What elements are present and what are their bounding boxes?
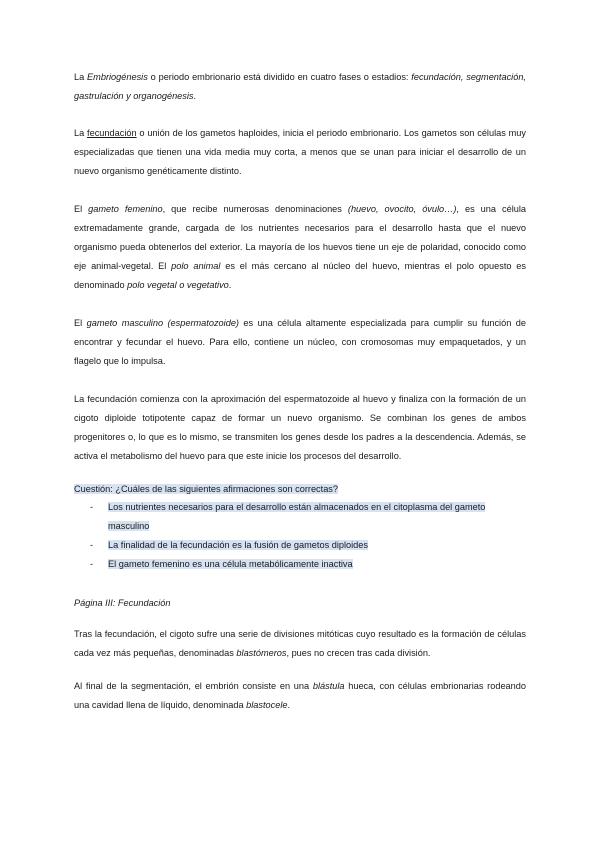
paragraph-fecundacion	[74, 124, 526, 181]
text-span: Al final de la segmentación, el embrión consiste en una	[74, 681, 313, 691]
text-span: .	[287, 700, 291, 710]
term-denominaciones: (huevo, ovocito, óvulo…)	[347, 204, 457, 214]
section-heading: Página III: Fecundación	[74, 598, 171, 608]
answer-option[interactable]	[74, 555, 526, 574]
term-phases: fecundación, segmentación, gastrulación y organogénesis	[74, 72, 526, 101]
paragraph-gameto-masculino	[74, 314, 526, 371]
text-span: o periodo embrionario está dividido en cuatro fases o estadios:	[147, 72, 412, 82]
answer-option[interactable]	[74, 498, 526, 536]
paragraph-fecundacion-proceso: La fecundación comienza con la aproximación del espermatozoide al huevo y finaliza con la formación de un cigoto diploide totipotente capaz de formar un nuevo organismo. Se combinan los genes de ambos progenitores o, lo que es lo mismo, se transmiten los genes desde los padres a la descendencia. Además, se activa el metabolismo del huevo para que este inicie los procesos del desarrollo.	[74, 394, 526, 461]
term-blastocele: blastocele	[246, 700, 288, 710]
term-polo-vegetal: polo vegetal o vegetativo	[127, 280, 229, 290]
answer-option-text: Los nutrientes necesarios para el desarrollo están almacenados en el citoplasma del gameto masculino	[108, 502, 486, 531]
bullet-dash: -	[90, 540, 94, 550]
answer-option-text: El gameto femenino es una célula metabólicamente inactiva	[108, 559, 353, 569]
paragraph-blastula	[74, 677, 526, 715]
term-blastula: blástula	[312, 681, 345, 691]
bullet-dash: -	[90, 559, 94, 569]
text-span: o unión de los gametos haploides, inicia el periodo embrionario. Los gametos son células muy especializadas que tienen una vida media muy corta, a menos que se unan para iniciar el desarrollo de un nuevo organismo genéticamente distinto.	[74, 128, 526, 176]
text-span: El	[74, 204, 89, 214]
text-span: La	[74, 128, 88, 138]
term-blastomeros: blastómeros	[236, 648, 287, 658]
answer-option-text: La finalidad de la fecundación es la fusión de gametos diploides	[108, 540, 368, 550]
text-span: .	[228, 280, 232, 290]
term-gameto-femenino: gameto femenino	[88, 204, 163, 214]
text-span: El	[74, 318, 87, 328]
text-span: hueca, con células embrionarias rodeando una cavidad llena de líquido, denominada	[74, 681, 526, 710]
document-page	[74, 68, 526, 715]
answer-options-list	[74, 498, 526, 574]
term-gameto-masculino: gameto masculino (espermatozoide)	[86, 318, 239, 328]
text-span: , es una célula extremadamente grande, cargada de los nutrientes necesarios para el desarrollo hasta que el nuevo organismo pueda obtenerlos del exterior. La mayoría de los huevos tiene un eje de polaridad, conocido como eje animal-vegetal. El	[74, 204, 527, 271]
term-polo-animal: polo animal	[171, 261, 221, 271]
text-span: La	[74, 72, 88, 82]
question-title	[74, 480, 526, 498]
paragraph-segmentacion	[74, 625, 526, 663]
paragraph-gameto-femenino	[74, 200, 526, 295]
bullet-dash: -	[90, 502, 94, 512]
paragraph-intro	[74, 68, 526, 106]
answer-option[interactable]	[74, 536, 526, 555]
text-span: , pues no crecen tras cada división.	[286, 648, 431, 658]
text-span: .	[193, 91, 197, 101]
question-block	[74, 480, 526, 574]
text-span: es una célula altamente especializada para cumplir su función de encontrar y fecundar el huevo. Para ello, contiene un núcleo, con cromosomas muy empaquetados, y un flagelo que lo impulsa.	[74, 318, 526, 366]
text-span: es el más cercano al núcleo del huevo, mientras el polo opuesto es denominado	[74, 261, 526, 290]
text-span: , que recibe numerosas denominaciones	[162, 204, 348, 214]
text-span: Tras la fecundación, el cigoto sufre una serie de divisiones mitóticas cuyo resultado es la formación de células cada vez más pequeñas, denominadas	[74, 629, 526, 658]
term-embriogenesis: Embriogénesis	[87, 72, 148, 82]
term-fecundacion-underlined: fecundación	[87, 128, 137, 138]
question-title-text: Cuestión: ¿Cuáles de las siguientes afirmaciones son correctas?	[74, 484, 339, 494]
